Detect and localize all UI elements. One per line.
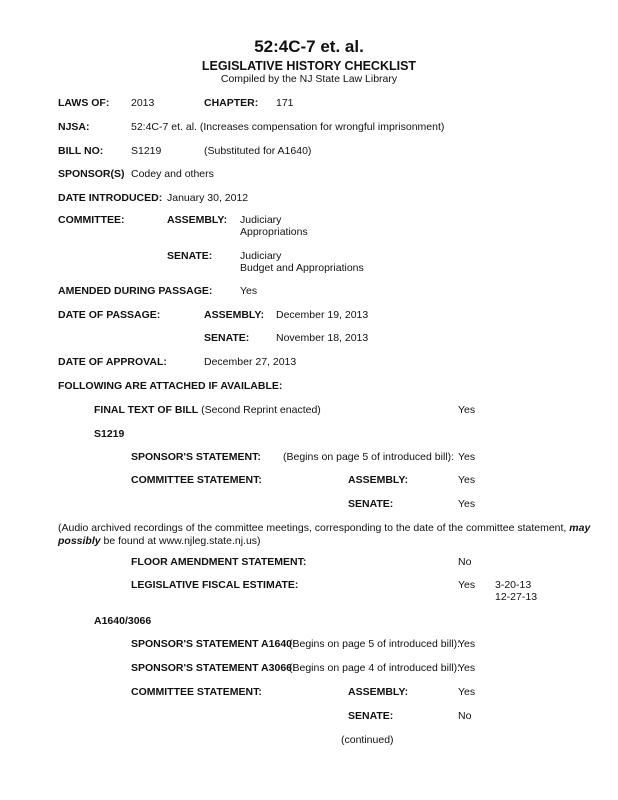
a3066-sponsor-statement-note: (Begins on page 4 of introduced bill): [289, 662, 461, 674]
s1219-sponsor-statement-note: (Begins on page 5 of introduced bill): [283, 451, 455, 463]
amended-value: Yes [240, 285, 258, 297]
date-of-approval-value: December 27, 2013 [204, 356, 297, 368]
laws-of-value: 2013 [131, 97, 155, 109]
a1640-heading: A1640/3066 [94, 615, 152, 627]
chapter-value: 171 [276, 97, 294, 109]
final-text-note: (Second Reprint enacted) [201, 404, 321, 416]
a1640-sponsor-statement-label: SPONSOR'S STATEMENT A1640: [131, 638, 296, 650]
fiscal-estimate-value: Yes [458, 579, 476, 591]
floor-amendment-label: FLOOR AMENDMENT STATEMENT: [131, 556, 307, 568]
passage-assembly-label: ASSEMBLY: [204, 309, 265, 321]
passage-senate-value: November 18, 2013 [276, 332, 369, 344]
a1640-committee-senate-label: SENATE: [348, 710, 394, 722]
s1219-committee-senate-value: Yes [458, 498, 476, 510]
date-introduced-label: DATE INTRODUCED: [58, 192, 163, 204]
laws-of-label: LAWS OF: [58, 97, 110, 109]
chapter-label: CHAPTER: [204, 97, 259, 109]
a1640-sponsor-statement-note: (Begins on page 5 of introduced bill): [289, 638, 461, 650]
a3066-sponsor-statement-label: SPONSOR'S STATEMENT A3066: [131, 662, 296, 674]
sponsors-value: Codey and others [131, 168, 214, 180]
attached-heading: FOLLOWING ARE ATTACHED IF AVAILABLE: [58, 380, 283, 392]
date-of-passage-label: DATE OF PASSAGE: [58, 309, 161, 321]
passage-assembly-value: December 19, 2013 [276, 309, 369, 321]
bill-no-value: S1219 [131, 145, 162, 157]
committee-senate-value: Budget and Appropriations [240, 262, 364, 274]
fiscal-estimate-date: 3-20-13 [495, 579, 532, 591]
committee-assembly-value: Appropriations [240, 226, 308, 238]
committee-senate-label: SENATE: [167, 250, 213, 262]
a3066-sponsor-statement-value: Yes [458, 662, 476, 674]
a1640-committee-assembly-label: ASSEMBLY: [348, 686, 409, 698]
date-of-approval-label: DATE OF APPROVAL: [58, 356, 167, 368]
committee-label: COMMITTEE: [58, 214, 125, 226]
final-text-row [94, 404, 321, 416]
page-title: 52:4C-7 et. al. [254, 37, 364, 56]
committee-assembly-label: ASSEMBLY: [167, 214, 228, 226]
committee-assembly-value: Judiciary [240, 214, 282, 226]
njsa-value: 52:4C-7 et. al. (Increases compensation for wrongful imprisonment) [131, 121, 445, 133]
final-text-value: Yes [458, 404, 476, 416]
audio-note-text: (Audio archived recordings of the committee meetings, corresponding to the date of the committee statement, [58, 522, 570, 534]
s1219-committee-assembly-label: ASSEMBLY: [348, 474, 409, 486]
s1219-sponsor-statement-value: Yes [458, 451, 476, 463]
bill-no-note: (Substituted for A1640) [204, 145, 312, 157]
s1219-committee-senate-label: SENATE: [348, 498, 394, 510]
committee-senate-value: Judiciary [240, 250, 282, 262]
fiscal-estimate-label: LEGISLATIVE FISCAL ESTIMATE: [131, 579, 299, 591]
checklist-title: LEGISLATIVE HISTORY CHECKLIST [201, 59, 417, 73]
audio-note [58, 522, 606, 547]
a1640-committee-statement-label: COMMITTEE STATEMENT: [131, 686, 262, 698]
s1219-sponsor-statement-label: SPONSOR'S STATEMENT: [131, 451, 261, 463]
audio-note-text-end: be found at www.njleg.state.nj.us) [100, 534, 261, 547]
final-text-label: FINAL TEXT OF BILL [94, 404, 199, 416]
audio-note-emphasis: may possibly [58, 522, 591, 547]
njsa-label: NJSA: [58, 121, 90, 133]
sponsors-label: SPONSOR(S) [58, 168, 125, 180]
s1219-committee-statement-label: COMMITTEE STATEMENT: [131, 474, 262, 486]
bill-no-label: BILL NO: [58, 145, 104, 157]
continued-note: (continued) [341, 734, 394, 746]
s1219-heading: S1219 [94, 428, 125, 440]
floor-amendment-value: No [458, 556, 472, 568]
amended-label: AMENDED DURING PASSAGE: [58, 285, 213, 297]
date-introduced-value: January 30, 2012 [167, 192, 249, 204]
a1640-committee-assembly-value: Yes [458, 686, 476, 698]
fiscal-estimate-date: 12-27-13 [495, 591, 538, 603]
s1219-committee-assembly-value: Yes [458, 474, 476, 486]
a1640-sponsor-statement-value: Yes [458, 638, 476, 650]
a1640-committee-senate-value: No [458, 710, 472, 722]
compiled-by: Compiled by the NJ State Law Library [220, 73, 398, 85]
passage-senate-label: SENATE: [204, 332, 250, 344]
